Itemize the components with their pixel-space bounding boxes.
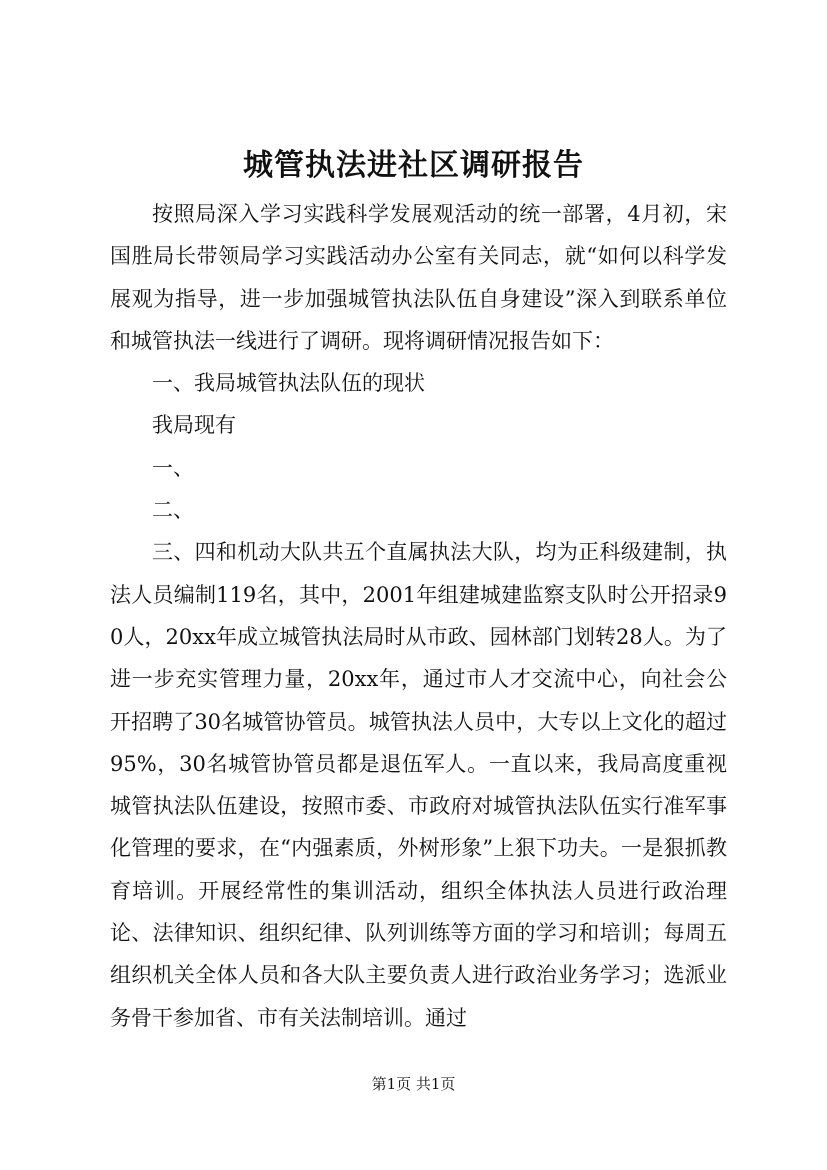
page-footer: 第1页 共1页	[371, 1075, 456, 1093]
intro-paragraph: 按照局深入学习实践科学发展观活动的统一部署，4月初，宋国胜局长带领局学习实践活动办公室有关同志，就“如何以科学发展观为指导，进一步加强城管执法队伍自身建设”深入到联系单位和城管执法一线进行了调研。现将调研情况报告如下：	[110, 202, 727, 353]
body-paragraph: 一、	[152, 455, 194, 480]
document-body	[110, 193, 727, 1039]
document-title: 城管执法进社区调研报告	[243, 148, 584, 183]
section-heading: 一、我局城管执法队伍的现状	[152, 371, 425, 396]
body-paragraph: 我局现有	[152, 413, 236, 438]
body-paragraph: 二、	[152, 498, 194, 523]
body-paragraph: 三、四和机动大队共五个直属执法大队，均为正科级建制，执法人员编制119名，其中，2001年组建城建监察支队时公开招录90人，20xx年成立城管执法局时从市政、园林部门划转28人。为了进一步充实管理力量，20xx年，通过市人才交流中心，向社会公开招聘了30名城管协管员。城管执法人员中，大专以上文化的超过95%，30名城管协管员都是退伍军人。一直以来，我局高度重视城管执法队伍建设，按照市委、市政府对城管执法队伍实行准军事化管理的要求，在“内强素质，外树形象”上狠下功夫。一是狠抓教育培训。开展经常性的集训活动，组织全体执法人员进行政治理论、法律知识、组织纪律、队列训练等方面的学习和培训；每周五组织机关全体人员和各大队主要负责人进行政治业务学习；选派业务骨干参加省、市有关法制培训。通过	[110, 540, 727, 1030]
